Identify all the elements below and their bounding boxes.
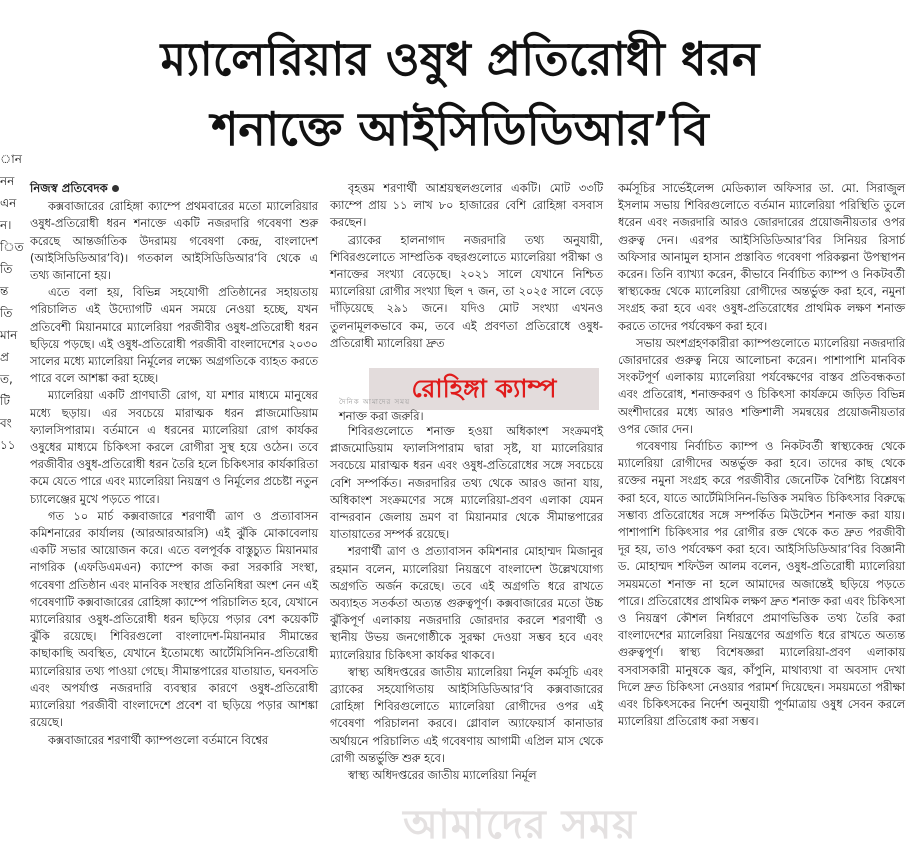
pull-quote-box — [339, 368, 601, 423]
paragraph: বৃহত্তম শরণার্থী আশ্রয়স্থলগুলোর একটি। মোট ৩৩টি ক্যাম্পে প্রায় ১১ লাখ ৮০ হাজারের বেশি রোহিঙ্গা বসবাস করছেন। — [330, 182, 603, 230]
paragraph: এতে বলা হয়, বিভিন্ন সহযোগী প্রতিষ্ঠানের সহায়তায় পরিচালিত এই উদ্যোগটি এমন সময়ে নেওয়া হচ্ছে, যখন প্রতিবেশী মিয়ানমারে ম্যালেরিয়া পরজীবীর ওষুধ-প্রতিরোধী ধরন ছড়িয়ে পড়ছে। এই ওষুধ-প্রতিরোধী পরজীবী বাংলাদেশের ২০৩০ সালের মধ্যে ম্যালেরিয়া নির্মূলের লক্ষ্যে অগ্রগতিকে ব্যাহত করতে পারে বলে আশঙ্কা করা হচ্ছে। — [30, 286, 318, 386]
paragraph: স্বাস্থ্য অধিদপ্তরের জাতীয় ম্যালেরিয়া নির্মূল কর্মসূচি এবং ব্র্যাকের সহযোগিতায় আইসিডিডিআর’বি কক্সবাজারের রোহিঙ্গা শিবিরগুলোতে ম্যালেরিয়া রোগীদের ওপর এই গবেষণা পরিচালনা করবে। গ্লোবাল অ্যাফেয়ার্স কানাডার অর্থায়নে পরিচালিত এই গবেষণায় আগামী এপ্রিল মাস থেকে রোগী অন্তর্ভুক্তি শুরু হবে। — [330, 665, 603, 765]
headline-line-2: শনাক্তে আইসিডিডিআর’বি — [211, 102, 709, 156]
paragraph: ম্যালেরিয়া একটি প্রাণঘাতী রোগ, যা মশার মাধ্যমে মানুষের মধ্যে ছড়ায়। এর সবচেয়ে মারাত্মক ধরন প্লাজমোডিয়াম ফ্যালসিপারাম। বর্তমানে এ ধরনের ম্যালেরিয়া রোগ কার্যকর ওষুধের মাধ্যমে চিকিৎসা করলে রোগীরা সুস্থ হয়ে ওঠেন। তবে পরজীবীর ওষুধ-প্রতিরোধী ধরন তৈরি হলে চিকিৎসার কার্যকারিতা কমে যেতে পারে এবং ম্যালেরিয়া নিয়ন্ত্রণ ও নির্মূলের প্রচেষ্টা নতুন চ্যালেঞ্জের মুখে পড়তে পারে। — [30, 389, 318, 506]
article-column-2 — [330, 180, 603, 853]
pull-quote-title: রোহিঙ্গা ক্যাম্প — [411, 374, 557, 403]
newspaper-watermark: আমাদের সময় — [403, 802, 637, 848]
paragraph: সভায় অংশগ্রহণকারীরা ক্যাম্পগুলোতে ম্যালেরিয়া নজরদারি জোরদারের গুরুত্ব নিয়ে আলোচনা করেন। পাশাপাশি মানবিক সংকটপূর্ণ এলাকায় ম্যালেরিয়া পর্যবেক্ষণের বাস্তব প্রতিবন্ধকতা এবং প্রতিরোধ, শনাক্তকরণ ও চিকিৎসা কার্যক্রমে জড়িত বিভিন্ন অংশীদারের মধ্যে আরও শক্তিশালী সমন্বয়ের প্রয়োজনীয়তার ওপর জোর দেন। — [618, 336, 905, 436]
paragraph: ব্র্যাকের হালনাগাদ নজরদারি তথ্য অনুযায়ী, শিবিরগুলোতে সাম্প্রতিক বছরগুলোতে ম্যালেরিয়া পরীক্ষা ও শনাক্তের সংখ্যা বেড়েছে। ২০২১ সালে যেখানে নিশ্চিত ম্যালেরিয়া রোগীর সংখ্যা ছিল ৭ জন, তা ২০২৫ সালে বেড়ে দাঁড়িয়েছে ২৯১ জনে। যদিও মোট সংখ্যা এখনও তুলনামূলকভাবে কম, তবে এই প্রবণতা প্রতিরোধে ওষুধ-প্রতিরোধী ম্যালেরিয়া দ্রুত — [330, 233, 603, 350]
headline-line-1: ম্যালেরিয়ার ওষুধ প্রতিরোধী ধরন — [160, 32, 760, 86]
pull-quote-continuation: শনাক্ত করা জরুরি। — [339, 410, 424, 423]
bullet-icon — [112, 185, 119, 192]
paragraph: গবেষণায় নির্বাচিত ক্যাম্প ও নিকটবর্তী স্বাস্থ্যকেন্দ্র থেকে ম্যালেরিয়া রোগীদের অন্তর্ভুক্ত করা হবে। তাদের কাছ থেকে রক্তের নমুনা সংগ্রহ করে পরজীবীর জেনেটিক বৈশিষ্ট্য বিশ্লেষণ করা হবে, যাতে আর্টেমিসিনিন-ভিত্তিক সমন্বিত চিকিৎসার বিরুদ্ধে সম্ভাব্য প্রতিরোধের সঙ্গে সম্পর্কিত মিউটেশন শনাক্ত করা যায়। পাশাপাশি চিকিৎসার পর রোগীর রক্ত থেকে কত দ্রুত পরজীবী দূর হয়, তাও পর্যবেক্ষণ করা হবে। আইসিডিডিআর’বির বিজ্ঞানী ড. মোহাম্মদ শফিউল আলম বলেন, ওষুধ-প্রতিরোধী ম্যালেরিয়া সময়মতো শনাক্ত না হলে আমাদের অজান্তেই ছড়িয়ে পড়তে পারে। প্রতিরোধের প্রাথমিক লক্ষণ দ্রুত শনাক্ত করা এবং চিকিৎসা ও নিয়ন্ত্রণ কৌশল নির্ধারণে প্রমাণভিত্তিক তথ্য তৈরি করা বাংলাদেশের ম্যালেরিয়া নিয়ন্ত্রণের অগ্রগতি ধরে রাখতে অত্যন্ত গুরুত্বপূর্ণ। স্বাস্থ্য বিশেষজ্ঞরা ম্যালেরিয়া-প্রবণ এলাকায় বসবাসকারী মানুষকে জ্বর, কাঁপুনি, মাথাব্যথা বা অবসাদ দেখা দিলে দ্রুত চিকিৎসা নেওয়ার পরামর্শ দিয়েছেন। সময়মতো পরীক্ষা এবং চিকিৎসকের নির্দেশ অনুযায়ী পূর্ণমাত্রায় ওষুধ সেবন করলে ম্যালেরিয়া প্রতিরোধ করা সম্ভব। — [618, 440, 906, 729]
paragraph: কক্সবাজারের শরণার্থী ক্যাম্পগুলো বর্তমানে বিশ্বের — [48, 733, 269, 747]
paragraph: শিবিরগুলোতে শনাক্ত হওয়া অধিকাংশ সংক্রমণই প্লাজমোডিয়াম ফ্যালসিপারাম দ্বারা সৃষ্ট, যা ম্যালেরিয়ার সবচেয়ে মারাত্মক ধরন এবং ওষুধ-প্রতিরোধের সঙ্গে সবচেয়ে বেশি সম্পর্কিত। নজরদারির তথ্য থেকে আরও জানা যায়, অধিকাংশ সংক্রমণের সঙ্গে ম্যালেরিয়া-প্রবণ এলাকা যেমন বান্দরবান জেলায় ভ্রমণ বা মিয়ানমার থেকে সীমান্তপারের যাতায়াতের সম্পর্ক রয়েছে। — [330, 425, 603, 542]
previous-article-edge: ান নন এন ন। িত তি ন্ত তি মান প্ৰ ত, টি বং ১১ — [0, 152, 24, 452]
newspaper-tag: দৈনিক আমাদের সময় — [339, 398, 411, 406]
article-column-3 — [618, 180, 905, 853]
article-column-1 — [30, 180, 318, 853]
paragraph: কর্মসূচির সার্ভেইলেন্স মেডিক্যাল অফিসার ডা. মো. সিরাজুল ইসলাম সভায় শিবিরগুলোতে বর্তমান ম্যালেরিয়া পরিস্থিতি তুলে ধরেন এবং নজরদারি আরও জোরদারের প্রয়োজনীয়তার ওপর গুরুত্ব দেন। এরপর আইসিডিডিআর’বির সিনিয়র রিসার্চ অফিসার আনামুল হাসান প্রস্তাবিত গবেষণা পরিকল্পনা উপস্থাপন করেন। তিনি ব্যাখ্যা করেন, কীভাবে নির্বাচিত ক্যাম্প ও নিকটবর্তী স্বাস্থ্যকেন্দ্র থেকে ম্যালেরিয়া রোগীদের অন্তর্ভুক্ত করা হবে, নমুনা সংগ্রহ করা হবে এবং ওষুধ-প্রতিরোধের প্রাথমিক লক্ষণ শনাক্ত করতে তাদের পর্যবেক্ষণ করা হবে। — [618, 182, 905, 333]
article-headline — [20, 24, 900, 164]
paragraph: স্বাস্থ্য অধিদপ্তরের জাতীয় ম্যালেরিয়া নির্মূল — [348, 769, 537, 783]
paragraph: কক্সবাজারের রোহিঙ্গা ক্যাম্পে প্রথমবারের মতো ম্যালেরিয়ার ওষুধ-প্রতিরোধী ধরন শনাক্তে একটি নজরদারি গবেষণা শুরু করেছে আন্তর্জাতিক উদরাময় গবেষণা কেন্দ্র, বাংলাদেশ (আইসিডিডিআর’বি)। গতকাল আইসিডিডিআর’বি থেকে এ তথ্য জানানো হয়। — [30, 200, 318, 283]
byline: নিজস্ব প্রতিবেদক — [30, 180, 318, 197]
paragraph: গত ১০ মার্চ কক্সবাজারে শরণার্থী ত্রাণ ও প্রত্যাবাসন কমিশনারের কার্যালয় (আরআরআরসি) এই ঝুঁকি মোকাবেলায় একটি সভার আয়োজন করে। এতে বলপূর্বক বাস্তুচ্যুত মিয়ানমার নাগরিক (এফডিএমএন) ক্যাম্পে কাজ করা সরকারি সংস্থা, গবেষণা প্রতিষ্ঠান এবং মানবিক সংস্থার প্রতিনিধিরা অংশ নেন এই গবেষণাটি কক্সবাজারের রোহিঙ্গা ক্যাম্পে পরিচালিত হবে, যেখানে ম্যালেরিয়ার ওষুধ-প্রতিরোধী ধরন ছড়িয়ে পড়ার বেশ কয়েকটি ঝুঁকি রয়েছে। শিবিরগুলো বাংলাদেশ-মিয়ানমার সীমান্তের কাছাকাছি অবস্থিত, যেখানে ইতোমধ্যে আর্টেমিসিনিন-প্রতিরোধী ম্যালেরিয়ার তথ্য পাওয়া গেছে। সীমান্তপারের যাতায়াত, ঘনবসতি এবং অপর্যাপ্ত নজরদারি ব্যবস্থার কারণে ওষুধ-প্রতিরোধী ম্যালেরিয়া পরজীবী বাংলাদেশে প্রবেশ বা ছড়িয়ে পড়ার আশঙ্কা রয়েছে। — [30, 509, 318, 730]
paragraph: শরণার্থী ত্রাণ ও প্রত্যাবাসন কমিশনার মোহাম্মদ মিজানুর রহমান বলেন, ম্যালেরিয়া নিয়ন্ত্রণে বাংলাদেশ উল্লেখযোগ্য অগ্রগতি অর্জন করেছে। তবে এই অগ্রগতি ধরে রাখতে অব্যাহত সতর্কতা অত্যন্ত গুরুত্বপূর্ণ। কক্সবাজারের মতো উচ্চ ঝুঁকিপূর্ণ এলাকায় নজরদারি জোরদার করলে শরণার্থী ও স্থানীয় উভয় জনগোষ্ঠীকে সুরক্ষা দেওয়া সম্ভব হবে এবং ম্যালেরিয়ার চিকিৎসা কার্যকর থাকবে। — [330, 545, 603, 662]
